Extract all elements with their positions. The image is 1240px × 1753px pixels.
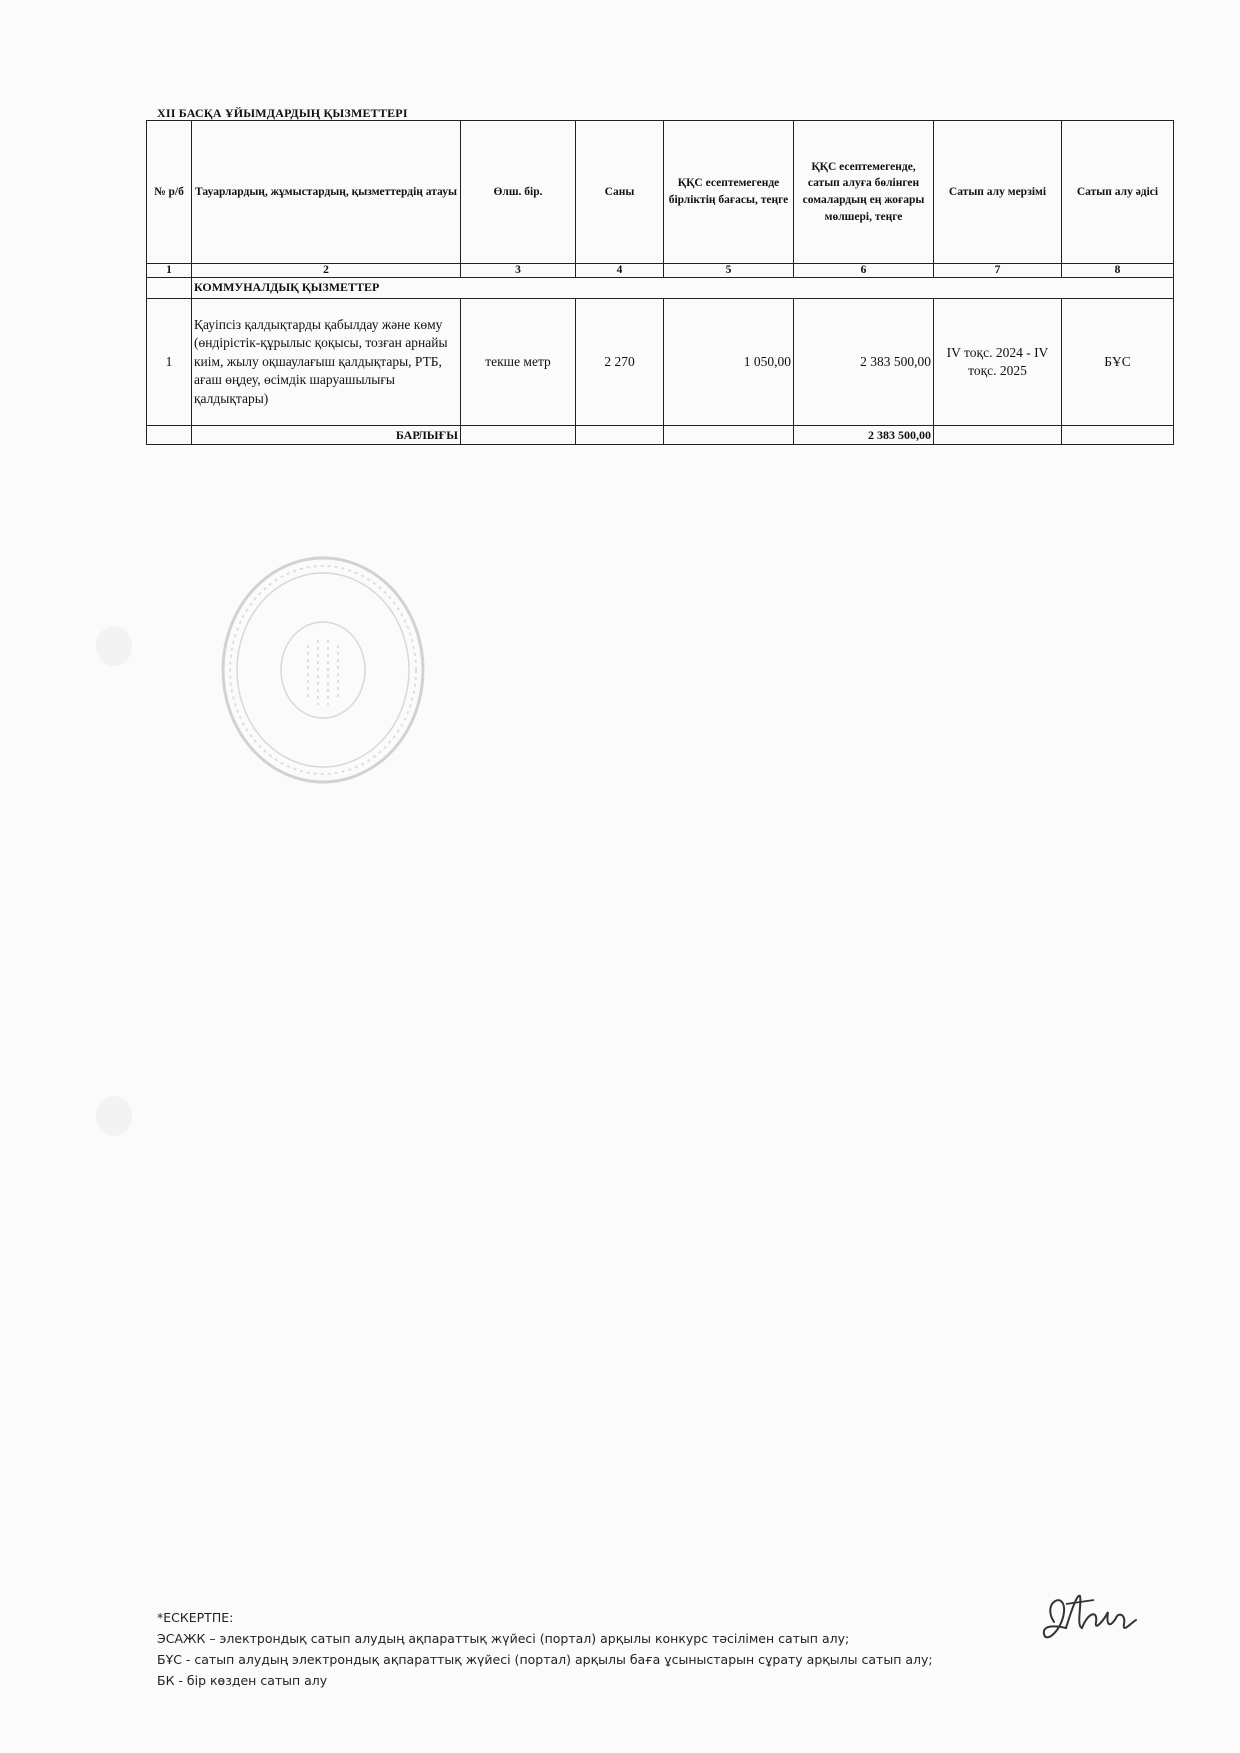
- punch-hole: [96, 626, 132, 666]
- index-cell: 5: [664, 264, 794, 278]
- row-no: 1: [147, 299, 192, 426]
- header-row: [147, 121, 1174, 264]
- index-cell: 7: [934, 264, 1062, 278]
- row-unit-price: 1 050,00: [664, 299, 794, 426]
- note-line: ЭСАЖК – электрондық сатып алудың ақпараттық жүйесі (портал) арқылы конкурс тәсілімен сатып алу;: [157, 1631, 850, 1646]
- table-row: [147, 299, 1174, 426]
- total-empty-cell: [664, 426, 794, 445]
- header-cell-total: ҚҚС есептемегенде, сатып алуға бөлінген сомалардың ең жоғары мөлшері, теңге: [794, 121, 934, 264]
- note-line: БҰС - сатып алудың электрондық ақпараттық жүйесі (портал) арқылы баға ұсыныстарын сұрату арқылы сатып алу;: [157, 1652, 933, 1667]
- total-empty-cell: [1062, 426, 1174, 445]
- header-cell-qty: Саны: [576, 121, 664, 264]
- total-empty-cell: [147, 426, 192, 445]
- notes-block: [157, 1607, 933, 1691]
- index-cell: 1: [147, 264, 192, 278]
- punch-hole: [96, 1096, 132, 1136]
- row-method: БҰС: [1062, 299, 1174, 426]
- total-row: [147, 426, 1174, 445]
- notes-heading: *ЕСКЕРТПЕ:: [157, 1610, 234, 1625]
- signature: [1036, 1582, 1146, 1652]
- total-empty-cell: [576, 426, 664, 445]
- column-index-row: [147, 264, 1174, 278]
- index-cell: 3: [461, 264, 576, 278]
- index-cell: 6: [794, 264, 934, 278]
- header-cell-period: Сатып алу мерзімі: [934, 121, 1062, 264]
- group-row: [147, 278, 1174, 299]
- note-line: БК - бір көзден сатып алу: [157, 1673, 328, 1688]
- group-empty-cell: [147, 278, 192, 299]
- procurement-table: [146, 120, 1174, 445]
- total-empty-cell: [461, 426, 576, 445]
- header-cell-method: Сатып алу әдісі: [1062, 121, 1174, 264]
- index-cell: 8: [1062, 264, 1174, 278]
- total-empty-cell: [934, 426, 1062, 445]
- stamp-seal: [218, 550, 428, 790]
- row-period: IV тоқс. 2024 - IV тоқс. 2025: [934, 299, 1062, 426]
- row-unit: текше метр: [461, 299, 576, 426]
- row-name: Қауіпсіз қалдықтарды қабылдау және көму (өндірістік-құрылыс қоқысы, тозған арнайы киім, жылу оқшаулағыш қалдықтары, РТБ, ағаш өңдеу, өсімдік шаруашылығы қалдықтары): [192, 299, 461, 426]
- index-cell: 2: [192, 264, 461, 278]
- row-total: 2 383 500,00: [794, 299, 934, 426]
- total-label: БАРЛЫҒЫ: [192, 426, 461, 445]
- index-cell: 4: [576, 264, 664, 278]
- section-title: XII БАСҚА ҰЙЫМДАРДЫҢ ҚЫЗМЕТТЕРІ: [157, 106, 408, 120]
- header-cell-unit: Өлш. бір.: [461, 121, 576, 264]
- header-cell-name: Тауарлардың, жұмыстардың, қызметтердің атауы: [192, 121, 461, 264]
- header-cell-no: № р/б: [147, 121, 192, 264]
- group-label: КОММУНАЛДЫҚ ҚЫЗМЕТТЕР: [192, 278, 1174, 299]
- total-value: 2 383 500,00: [794, 426, 934, 445]
- row-qty: 2 270: [576, 299, 664, 426]
- header-cell-unit-price: ҚҚС есептемегенде бірліктің бағасы, теңге: [664, 121, 794, 264]
